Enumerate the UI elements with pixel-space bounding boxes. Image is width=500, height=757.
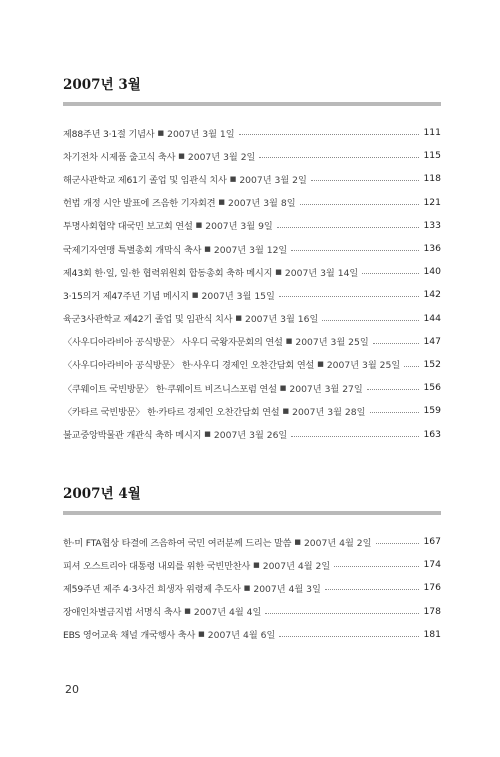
dot-leader	[265, 613, 419, 614]
dot-leader	[370, 412, 420, 413]
entry-page-number: 167	[423, 536, 441, 548]
entry-page-number: 111	[423, 127, 441, 139]
bullet-icon: ■	[235, 314, 242, 323]
entry-date: 2007년 3월 2일	[239, 174, 307, 186]
toc-entry	[63, 353, 441, 376]
dot-leader	[325, 589, 419, 590]
entry-title: 〈사우디아라비아 공식방문〉 한·사우디 경제인 오찬간담회 연설	[63, 360, 315, 372]
entry-title: 한·미 FTA협상 타결에 즈음하여 국민 여러분께 드리는 말씀	[63, 537, 292, 549]
entry-title: 제88주년 3·1절 기념사	[63, 128, 155, 140]
entry-title: 해군사관학교 제61기 졸업 및 임관식 치사	[63, 174, 227, 186]
entry-title: 3·15의거 제47주년 기념 메시지	[63, 290, 189, 302]
entry-page-number: 156	[423, 382, 441, 394]
entry-title: 헌법 개정 시안 발표에 즈음한 기자회견	[63, 198, 216, 210]
entry-date: 2007년 4월 2일	[262, 560, 331, 572]
bullet-icon: ■	[157, 128, 165, 137]
entry-date: 2007년 3월 15일	[201, 290, 275, 302]
entry-page-number: 118	[423, 173, 441, 185]
entry-page-number: 136	[423, 243, 441, 255]
toc-entry	[63, 237, 441, 260]
entry-page-number: 121	[423, 196, 441, 208]
entry-date: 2007년 3월 12일	[213, 244, 288, 256]
toc-entry	[63, 553, 441, 576]
toc-entry	[63, 376, 441, 399]
toc-entry	[63, 530, 441, 553]
entry-title: 제43회 한·일, 일·한 협력위원회 합동총회 축하 메시지	[63, 267, 273, 279]
section-rule	[63, 102, 441, 106]
dot-leader	[291, 436, 419, 437]
entry-title: 〈사우디아라비아 공식방문〉 사우디 국왕자문회의 연설	[63, 337, 283, 349]
bullet-icon: ■	[294, 537, 301, 546]
bullet-icon: ■	[218, 198, 226, 207]
entry-title: 투명사회협약 대국민 보고회 연설	[63, 221, 193, 233]
entry-page-number: 174	[423, 559, 441, 571]
toc-entry	[63, 191, 441, 214]
toc-entry	[63, 167, 441, 190]
dot-leader	[279, 296, 419, 297]
entry-date: 2007년 3월 2일	[187, 151, 256, 163]
entry-title: 〈쿠웨이트 국빈방문〉 한·쿠웨이트 비즈니스포럼 연설	[63, 383, 277, 395]
entry-page-number: 152	[423, 358, 441, 370]
toc-list	[63, 530, 441, 646]
dot-leader	[362, 273, 419, 274]
toc-entry	[63, 214, 441, 237]
bullet-icon: ■	[198, 630, 205, 639]
toc-entry	[63, 623, 441, 646]
section-april-2007	[63, 483, 441, 646]
bullet-icon: ■	[282, 406, 290, 415]
dot-leader	[277, 227, 419, 228]
entry-page-number: 142	[423, 289, 441, 301]
entry-page-number: 115	[423, 150, 441, 162]
toc-list	[63, 121, 441, 446]
bullet-icon: ■	[275, 267, 282, 276]
dot-leader	[367, 389, 419, 390]
bullet-icon: ■	[184, 607, 191, 616]
entry-date: 2007년 3월 14일	[284, 267, 359, 279]
bullet-icon: ■	[204, 430, 211, 439]
dot-leader	[322, 320, 419, 321]
entry-page-number: 178	[423, 605, 441, 617]
toc-entry	[63, 307, 441, 330]
entry-date: 2007년 4월 3일	[253, 583, 321, 595]
entry-date: 2007년 3월 16일	[244, 314, 319, 326]
entry-date: 2007년 3월 26일	[213, 430, 288, 442]
entry-date: 2007년 3월 28일	[292, 406, 366, 418]
toc-entry	[63, 330, 441, 353]
entry-date: 2007년 4월 4일	[193, 607, 262, 619]
section-heading: 2007년 4월	[63, 486, 141, 502]
bullet-icon: ■	[229, 174, 237, 183]
toc-entry	[63, 399, 441, 422]
section-march-2007	[63, 74, 441, 446]
entry-title: 국제기자연맹 특별총회 개막식 축사	[63, 244, 202, 256]
bullet-icon: ■	[317, 360, 324, 369]
bullet-icon: ■	[191, 290, 199, 299]
entry-page-number: 159	[423, 405, 441, 417]
section-rule	[63, 511, 441, 515]
entry-page-number: 140	[423, 266, 441, 278]
entry-title: 제59주년 제주 4·3사건 희생자 위령제 추도사	[63, 583, 241, 595]
toc-entry	[63, 144, 441, 167]
entry-title: 차기전차 시제품 출고식 축사	[63, 151, 176, 163]
entry-date: 2007년 3월 9일	[205, 221, 273, 233]
entry-title: 육군3사관학교 제42기 졸업 및 임관식 치사	[63, 314, 233, 326]
entry-date: 2007년 3월 25일	[326, 360, 401, 372]
bullet-icon: ■	[285, 337, 293, 346]
toc-entry	[63, 576, 441, 599]
dot-leader	[239, 134, 419, 135]
bullet-icon: ■	[253, 560, 260, 569]
dot-leader	[300, 204, 419, 205]
section-heading: 2007년 3월	[63, 77, 141, 93]
entry-page-number: 163	[423, 428, 441, 440]
toc-entry	[63, 121, 441, 144]
dot-leader	[373, 343, 419, 344]
dot-leader	[259, 157, 419, 158]
entry-date: 2007년 4월 6일	[207, 630, 276, 642]
bullet-icon: ■	[279, 383, 287, 392]
entry-page-number: 144	[423, 312, 441, 324]
dot-leader	[291, 250, 419, 251]
entry-title: 불교중앙박물관 개관식 축하 메시지	[63, 430, 202, 442]
bullet-icon: ■	[243, 583, 251, 592]
bullet-icon: ■	[195, 221, 203, 230]
entry-date: 2007년 3월 25일	[295, 337, 369, 349]
entry-title: 장애인차별금지법 서명식 축사	[63, 607, 182, 619]
entry-page-number: 181	[423, 628, 441, 640]
entry-date: 2007년 4월 2일	[303, 537, 372, 549]
page-number: 20	[65, 683, 79, 696]
toc-entry	[63, 260, 441, 283]
entry-date: 2007년 3월 27일	[289, 383, 363, 395]
dot-leader	[279, 636, 419, 637]
entry-title: 피셔 오스트리아 대통령 내외를 위한 국빈만찬사	[63, 560, 251, 572]
toc-entry	[63, 600, 441, 623]
bullet-icon: ■	[178, 151, 185, 160]
entry-title: EBS 영어교육 채널 개국행사 축사	[63, 630, 196, 642]
entry-page-number: 147	[423, 335, 441, 347]
toc-entry	[63, 283, 441, 306]
dot-leader	[334, 566, 419, 567]
bullet-icon: ■	[204, 244, 211, 253]
entry-date: 2007년 3월 8일	[228, 198, 296, 210]
dot-leader	[404, 366, 419, 367]
entry-date: 2007년 3월 1일	[167, 128, 235, 140]
entry-page-number: 176	[423, 582, 441, 594]
entry-page-number: 133	[423, 219, 441, 231]
toc-entry	[63, 422, 441, 445]
entry-title: 〈카타르 국빈방문〉 한·카타르 경제인 오찬간담회 연설	[63, 406, 280, 418]
dot-leader	[376, 543, 420, 544]
dot-leader	[311, 180, 419, 181]
